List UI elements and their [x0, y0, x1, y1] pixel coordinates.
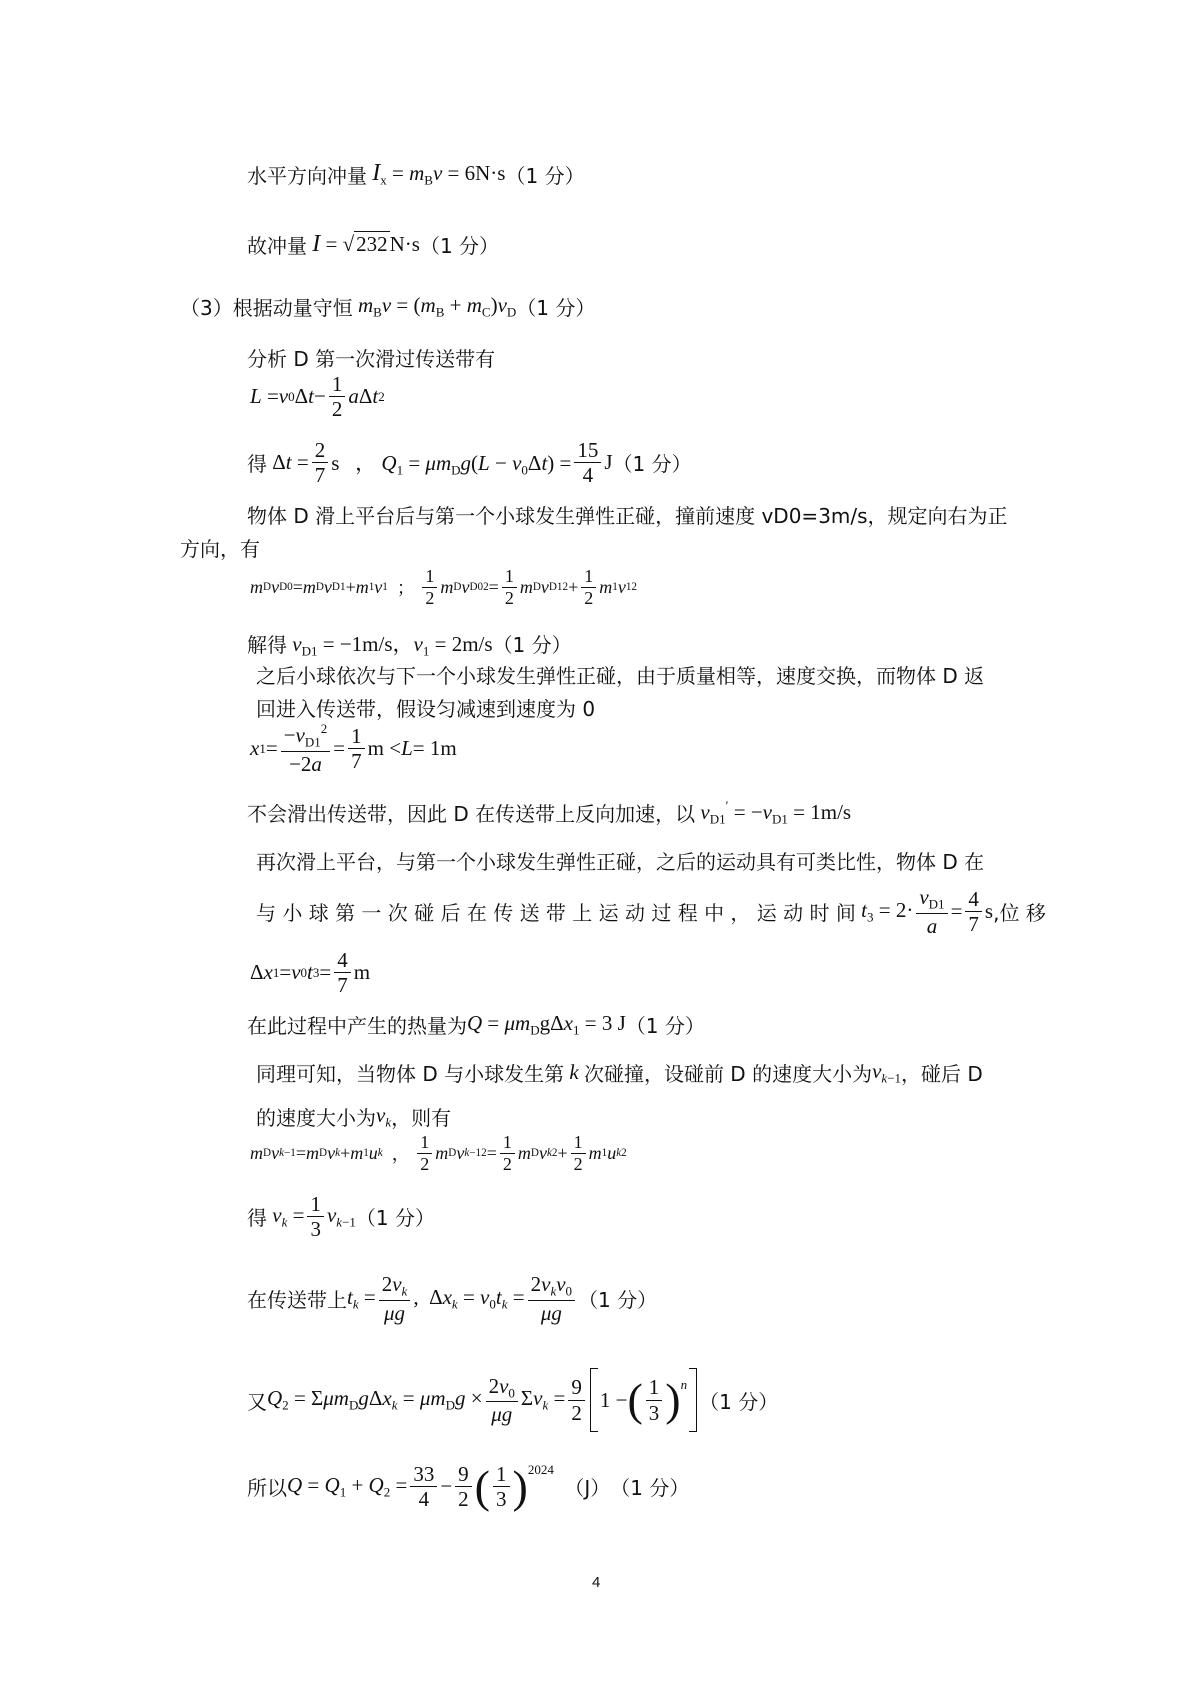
solution-line: 解得 $v_{D1} = -1m/s$，$v_1 = 2m/s$ （1 分） — [247, 628, 572, 660]
total-impulse-line — [247, 230, 499, 259]
motion-time-line: 与 小 球 第 一 次 碰 后 在 传 送 带 上 运 动 过 程 中 ， 运 动 时 间 $t_3 = 2\cdot$ $\frac{v_{D1}}{a}$ = $\frac{4}{7}$ s ,位 移 — [256, 885, 1046, 938]
solution-prefix: 解得 — [247, 633, 287, 658]
collision-description-line: 物体 D 滑上平台后与第一个小球发生弹性正碰，撞前速度 vD0=3m/s，规定向右为正 — [247, 504, 1008, 528]
final-answer-line: 所以 $Q = Q_1 + Q_2$ = $\frac{33}{4}$ − $\frac{9}{2}$ ( $\frac{1}{3}$ ) 2024 （J） （1 分） — [247, 1460, 690, 1512]
result-prefix: 得 — [247, 452, 267, 477]
score-note: （1 分） — [699, 1389, 779, 1414]
page-number: 4 — [592, 1574, 601, 1591]
motion-time-text: 与 小 球 第 一 次 碰 后 在 传 送 带 上 运 动 过 程 中 ， 运 动 时 间 — [256, 900, 856, 925]
score-note: （1 分） — [505, 164, 585, 188]
kth-collision-equations: m D v k −1 = m D v k + m 1 u k ， $\frac{1}{2}$ m D v k −1 2 = $\frac{1}{2}$ m D v k 2 + $\frac{1}{2}$ m 1 u k 2 — [250, 1132, 627, 1174]
analysis-line: 分析 D 第一次滑过传送带有 — [247, 347, 496, 371]
score-note: （1 分） — [612, 452, 692, 477]
displacement-label: ,位 移 — [993, 900, 1046, 925]
horizontal-impulse-text: 水平方向冲量 — [247, 164, 367, 188]
collision-description-cont: 方向，有 — [180, 537, 260, 561]
q2-line: 又 $Q_2 = \Sigma\mu m_Dg\Delta x_k = \mu m_Dg$ × $\frac{2v_0}{\mu g}$ $\Sigma v_k$ = $\frac{9}{2}$ 1 − ( $\frac{1}{3}$ ) n （1 分） — [247, 1368, 778, 1432]
heat-line: 在此过程中产生的热量为 $Q = \mu m_Dg\Delta x_1 = 3$ J （1 分） — [247, 1010, 705, 1038]
time-heat-line: 得 Δt = $\frac{2}{7}$ s ， $Q_1 = \mu m_Dg(L - v_0\Delta t)$ = $\frac{15}{4}$ J （1 分） — [247, 438, 692, 488]
analogy-line: 再次滑上平台，与第一个小球发生弹性正碰，之后的运动具有可类比性，物体 D 在 — [256, 850, 985, 874]
score-note: （1 分） — [419, 234, 500, 258]
score-note: （1 分） — [516, 296, 596, 320]
delta-t-formula: Δt = — [267, 450, 309, 475]
part-3-label: （3）根据动量守恒 — [180, 296, 353, 320]
x1-formula: x 1 = $\frac{-v_{D1}^2}{-2a}$ = $\frac{1}{7}$ m < L = 1m — [250, 721, 457, 776]
score-note: （1 分） — [355, 1206, 436, 1231]
kth-collision-cont: 的速度大小为 $v_k$ ，则有 — [256, 1102, 452, 1130]
score-note: （1 分） — [492, 633, 572, 658]
momentum-conservation-line — [180, 292, 595, 321]
score-note: （1 分） — [625, 1014, 705, 1038]
momentum-formula: $m_Bv = (m_B + m_C)v_D$ — [357, 292, 517, 320]
horizontal-impulse-formula: $I_x = m_Bv = 6N\cdot s$ — [372, 160, 506, 188]
kth-collision-line: 同理可知，当物体 D 与小球发生第 k 次碰撞，设碰前 D 的速度大小为 $v_{k-1}$ ，碰后 D — [256, 1058, 983, 1086]
distance-formula: L = v 0 Δ t − $\frac{1}{2}$ a Δ t 2 — [250, 372, 385, 422]
total-impulse-formula: I = √232N·s — [312, 231, 420, 257]
vk-result-line: 得 $v_k$ = $\frac{1}{3}$ $v_{k-1}$ （1 分） — [247, 1192, 436, 1242]
reverse-acceleration-text: 不会滑出传送带，因此 D 在传送带上反向加速，以 — [247, 802, 696, 827]
score-note: （1 分） — [578, 1287, 658, 1312]
score-note: （1 分） — [610, 1476, 690, 1501]
reverse-acceleration-line: 不会滑出传送带，因此 D 在传送带上反向加速，以 $v_{D1}' = -v_{D1} = 1m/s$ — [247, 798, 852, 827]
half-fraction: $\frac{1}{2}$ — [329, 372, 346, 421]
velocity-exchange-line: 之后小球依次与下一个小球发生弹性正碰，由于质量相等，速度交换，而物体 D 返 — [256, 664, 985, 688]
belt-time-line: 在传送带上 $t_k$ = $\frac{2v_k}{\mu g}$ , $\Delta x_k = v_0t_k$ = $\frac{2v_kv_0}{\mu g}$ （1 分） — [247, 1272, 658, 1325]
heat-text: 在此过程中产生的热量为 — [247, 1014, 467, 1038]
total-impulse-text: 故冲量 — [247, 234, 307, 258]
elastic-collision-equations: m D v D0 = m D v D1 + m 1 v 1 ； $\frac{1}{2}$ m D v D0 2 = $\frac{1}{2}$ m D v D1 2 + $\frac{1}{2}$ m 1 v 1 2 — [250, 566, 637, 608]
velocity-exchange-cont: 回进入传送带，假设匀减速到速度为 0 — [256, 697, 596, 721]
displacement-formula: Δ x 1 = v 0 t 3 = $\frac{4}{7}$ m — [250, 948, 371, 998]
horizontal-impulse-line — [247, 160, 585, 189]
